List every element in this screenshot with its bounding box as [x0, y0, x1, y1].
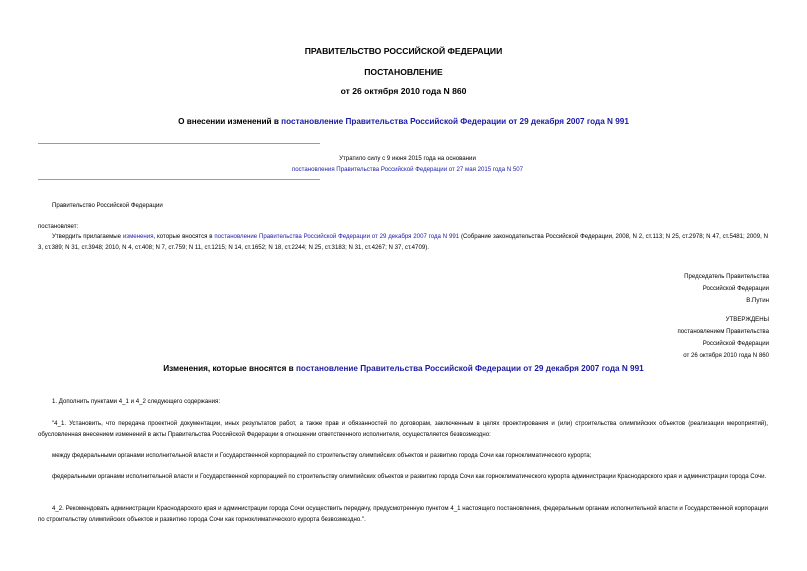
government-label: Правительство Российской Федерации: [52, 202, 163, 209]
approve-mid: , которые вносятся в: [153, 233, 215, 240]
change-item-4-2: 4_2. Рекомендовать администрации Краснодарского края и администрации города Сочи осуществить передачу, предусмотренную пунктом 4_1 настоящего постановления, федеральным органам исполнительной власти и Государственной корпорации по строительству олимпийских объектов и развитию города Сочи как горноклиматического курорта безвозмездно.".: [38, 505, 768, 523]
change-item-1: 1. Дополнить пунктами 4_1 и 4_2 следующего содержания:: [52, 398, 221, 405]
approve-paragraph: [38, 231, 768, 253]
approved-date: от 26 октября 2010 года N 860: [683, 352, 769, 359]
header-doc-type: ПОСТАНОВЛЕНИЕ: [364, 67, 443, 77]
header-date-number: от 26 октября 2010 года N 860: [340, 86, 467, 96]
decree-991-link[interactable]: постановление Правительства Российской Федерации от 29 декабря 2007 года N 991: [214, 233, 460, 240]
change-item-4-1-a: между федеральными органами исполнительной власти и Государственной корпорацией по строительству олимпийских объектов и развитию города Сочи как горноклиматического курорта;: [52, 452, 592, 459]
title-link-decree-991[interactable]: постановление Правительства Российской Федерации от 29 декабря 2007 года N 991: [281, 117, 629, 126]
changes-title-link-decree-991[interactable]: постановление Правительства Российской Федерации от 29 декабря 2007 года N 991: [295, 364, 644, 373]
approve-prefix: Утвердить прилагаемые: [52, 233, 123, 240]
changes-title-prefix: Изменения, которые вносятся в: [163, 364, 296, 373]
signature-name: В.Путин: [746, 297, 769, 304]
lapse-note-text: Утратило силу с 9 июня 2015 года на основании: [339, 155, 476, 162]
approved-block: [677, 314, 769, 362]
signature-country: Российской Федерации: [702, 285, 769, 292]
changes-title: [0, 364, 807, 373]
signature-title: Председатель Правительства: [684, 273, 769, 280]
change-item-4-1: "4_1. Установить, что передача проектной документации, иных результатов работ, а также прав и обязанностей по договорам, заключенным в целях проектирования и (или) строительства олимпийских объектов (реализации мероприятий), обусловленная внесением изменений в акты Правительства Российской Федерации в отношении ответственного исполнителя, осуществляется безвозмездно:: [38, 420, 768, 438]
approved-by: постановлением Правительства: [677, 328, 769, 335]
lapse-note: [150, 153, 665, 175]
title-prefix: О внесении изменений в: [178, 117, 282, 126]
bottom-divider: [38, 179, 320, 180]
signature-block: [684, 271, 769, 307]
decides-label: постановляет:: [38, 223, 79, 230]
lapse-note-link-decree-507[interactable]: постановления Правительства Российской Федерации от 27 мая 2015 года N 507: [291, 166, 524, 173]
approve-rest: (Собрание законодательства Российской Федерации, 2008, N 2, ст.113; N 25, ст.2978; N 47, ст.5481; 2009, N 3, ст.389; N 31, ст.3948; 2010, N 4, ст.408; N 7, ст.759; N 11, ст.1215; N 14, ст.1652; N 18, ст.2244; N 25, ст.3183; N 31, ст.4267; N 37, ст.4709).: [38, 233, 768, 251]
header-government: ПРАВИТЕЛЬСТВО РОССИЙСКОЙ ФЕДЕРАЦИИ: [304, 46, 503, 56]
changes-link[interactable]: изменения: [122, 233, 154, 240]
approved-label: УТВЕРЖДЕНЫ: [725, 316, 769, 323]
top-divider: [38, 143, 320, 144]
change-item-4-1-b: федеральными органами исполнительной власти и Государственной корпорацией по строительству олимпийских объектов и развитию города Сочи как горноклиматического курорта администрации Краснодарского края и администрации города Сочи.: [52, 473, 767, 480]
approved-country: Российской Федерации: [702, 340, 769, 347]
document-title: [0, 117, 807, 126]
